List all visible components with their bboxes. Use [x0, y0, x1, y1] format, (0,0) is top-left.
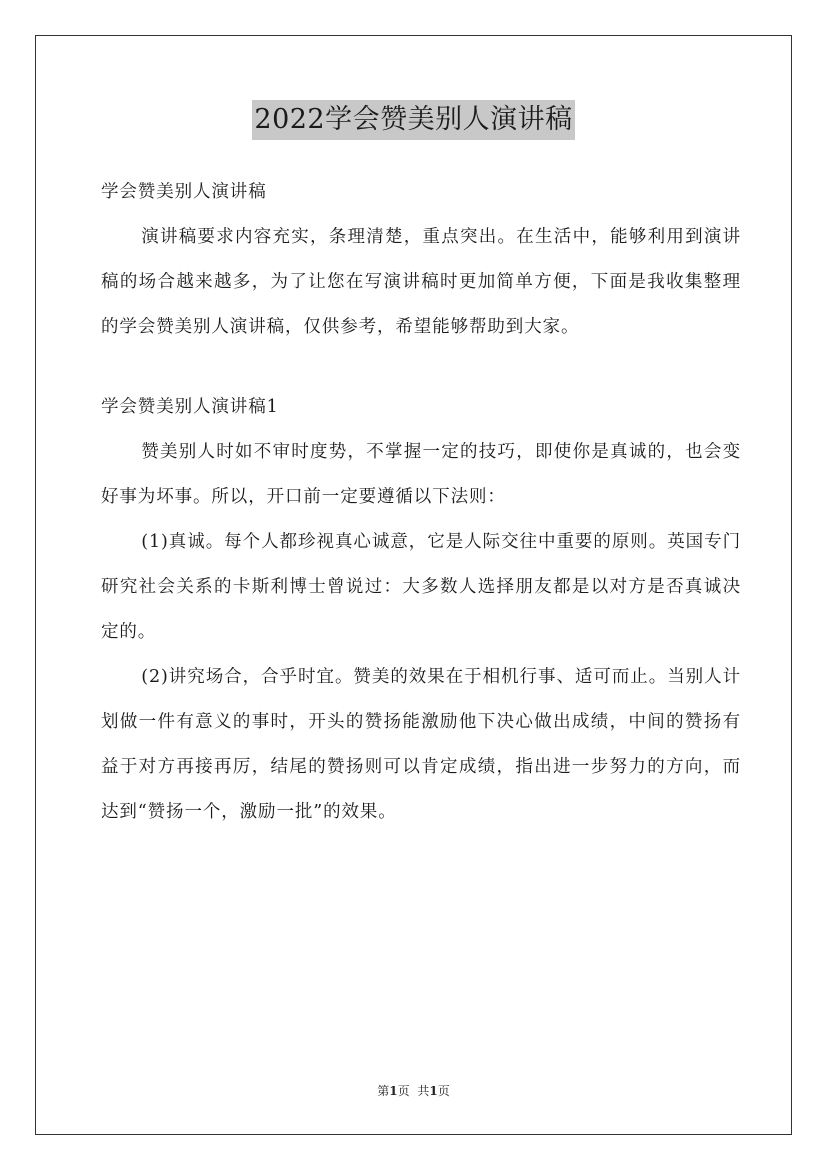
body-paragraph: (1)真诚。每个人都珍视真心诚意，它是人际交往中重要的原则。英国专门研究社会关系的卡斯利博士曾说过：大多数人选择朋友都是以对方是否真诚决定的。	[101, 532, 741, 642]
subtitle: 学会赞美别人演讲稿	[101, 182, 267, 202]
body-paragraph: (2)讲究场合，合乎时宜。赞美的效果在于相机行事、适可而止。当别人计划做一件有意义的事时，开头的赞扬能激励他下决心做出成绩，中间的赞扬有益于对方再接再厉，结尾的赞扬则可以肯定成绩，指出进一步努力的方向，而达到“赞扬一个，激励一批”的效果。	[101, 667, 741, 822]
section-heading: 学会赞美别人演讲稿1	[101, 397, 279, 417]
body-paragraph: 赞美别人时如不审时度势，不掌握一定的技巧，即使你是真诚的，也会变好事为坏事。所以，开口前一定要遵循以下法则：	[101, 442, 741, 507]
total-number: 1	[429, 1084, 438, 1098]
page-prefix: 第	[377, 1084, 390, 1098]
page-footer	[0, 1082, 827, 1099]
page-suffix: 页	[397, 1084, 410, 1098]
total-prefix: 共	[417, 1084, 430, 1098]
section-spacer	[101, 350, 741, 385]
title-container	[0, 100, 827, 140]
document-body	[101, 170, 741, 835]
document-title: 2022学会赞美别人演讲稿	[252, 100, 574, 140]
total-suffix: 页	[437, 1084, 450, 1098]
page-number: 1	[389, 1084, 398, 1098]
intro-paragraph: 演讲稿要求内容充实，条理清楚，重点突出。在生活中，能够利用到演讲稿的场合越来越多，为了让您在写演讲稿时更加简单方便，下面是我收集整理的学会赞美别人演讲稿，仅供参考，希望能够帮助到大家。	[101, 227, 741, 337]
